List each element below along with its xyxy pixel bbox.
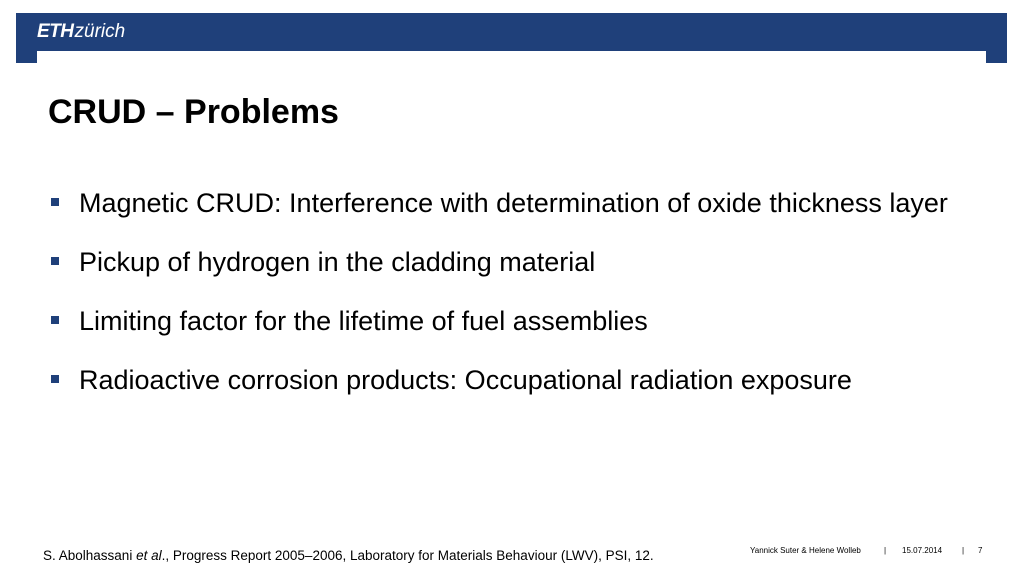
bullet-text: Limiting factor for the lifetime of fuel assemblies xyxy=(79,306,648,336)
bullet-text: Radioactive corrosion products: Occupational radiation exposure xyxy=(79,365,852,395)
bullet-text: Magnetic CRUD: Interference with determination of oxide thickness layer xyxy=(79,188,948,218)
footer-reference xyxy=(43,547,654,565)
footer-separator: | xyxy=(884,546,887,555)
header-tab-left xyxy=(16,51,37,63)
footer-date: 15.07.2014 xyxy=(902,546,943,555)
bullet-item xyxy=(48,176,978,230)
logo-eth-text: ETH xyxy=(37,21,74,42)
reference-etal: et al xyxy=(136,548,162,563)
reference-rest: ., Progress Report 2005–2006, Laboratory for Materials Behaviour (LWV), PSI, 12. xyxy=(161,548,654,563)
square-bullet-icon xyxy=(51,375,59,383)
bullet-item xyxy=(48,235,978,289)
square-bullet-icon xyxy=(51,257,59,265)
header-bar xyxy=(16,13,1007,51)
logo-zurich-text: zürich xyxy=(74,21,126,42)
footer-authors: Yannick Suter & Helene Wolleb xyxy=(750,546,861,555)
square-bullet-icon xyxy=(51,316,59,324)
square-bullet-icon xyxy=(51,198,59,206)
bullet-text: Pickup of hydrogen in the cladding material xyxy=(79,247,596,277)
reference-author: S. Abolhassani xyxy=(43,548,133,563)
bullet-item xyxy=(48,294,978,348)
bullet-item xyxy=(48,353,978,407)
bullet-list xyxy=(48,176,978,412)
header-tab-right xyxy=(986,51,1007,63)
slide-title: CRUD – Problems xyxy=(48,93,339,131)
footer-separator: | xyxy=(962,546,965,555)
footer-page-number: 7 xyxy=(978,546,983,555)
eth-zurich-logo xyxy=(37,19,125,45)
